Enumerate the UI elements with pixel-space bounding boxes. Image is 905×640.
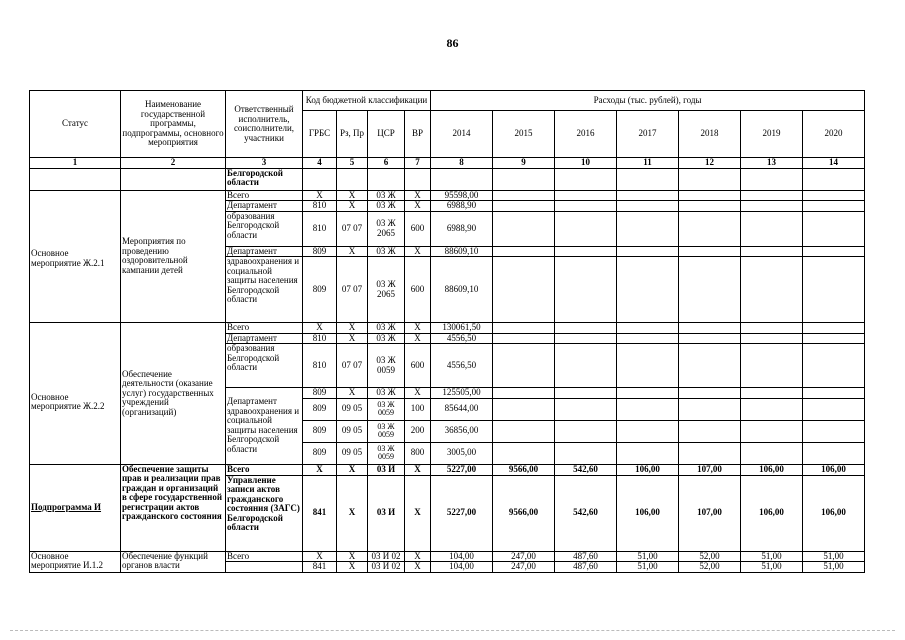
header-budget-code: Код бюджетной классификации <box>303 91 431 111</box>
row-value-2015: 247,00 <box>493 562 555 573</box>
row-grbs: 809 <box>303 442 337 464</box>
row-value-2014: 95598,00 <box>431 190 493 201</box>
row-value-2015: 9566,00 <box>493 464 555 475</box>
row-vr: Х <box>405 246 431 257</box>
row-value-2014: 85644,00 <box>431 398 493 420</box>
row-csr: 03 Ж 2065 <box>368 257 405 323</box>
row-value-2017: 106,00 <box>617 464 679 475</box>
row-grbs: Х <box>303 323 337 334</box>
header-csr: ЦСР <box>368 111 405 158</box>
row-csr: 03 И <box>368 475 405 551</box>
row-value-2018: 52,00 <box>679 551 741 562</box>
row-executor: Всего <box>226 551 303 562</box>
row-value-2016: 542,60 <box>555 464 617 475</box>
row-value-2014: 3005,00 <box>431 442 493 464</box>
row-executor: здравоохранения и социальной защиты населения Белгородской области <box>226 257 303 323</box>
page-edge-line <box>10 630 895 631</box>
row-csr: 03 И <box>368 464 405 475</box>
row-rzpr: Х <box>337 190 368 201</box>
table-row <box>30 551 865 562</box>
row-value-2019: 51,00 <box>741 551 803 562</box>
row-value-2017: 51,00 <box>617 551 679 562</box>
column-number: 8 <box>431 158 493 169</box>
row-value-2014: 104,00 <box>431 551 493 562</box>
row-vr: Х <box>405 562 431 573</box>
row-vr: 200 <box>405 420 431 442</box>
row-executor: Управление записи актов гражданского состояния (ЗАГС) Белгородской области <box>226 475 303 551</box>
row-rzpr: Х <box>337 562 368 573</box>
row-value-2014: 5227,00 <box>431 475 493 551</box>
row-value-2014: 36856,00 <box>431 420 493 442</box>
row-csr: 03 Ж <box>368 333 405 344</box>
header-grbs: ГРБС <box>303 111 337 158</box>
row-value-2016: 487,60 <box>555 551 617 562</box>
row-executor: образования Белгородской области <box>226 211 303 246</box>
row-rzpr: 07 07 <box>337 211 368 246</box>
row-grbs: 810 <box>303 211 337 246</box>
row-name: Мероприятия по проведению оздоровительной кампании детей <box>121 190 226 323</box>
header-executor: Ответственный исполнитель, соисполнители, участники <box>226 91 303 158</box>
header-name: Наименование государственной программы, подпрограммы, основного мероприятия <box>121 91 226 158</box>
header-year: 2017 <box>617 111 679 158</box>
row-value-2014: 6988,90 <box>431 201 493 212</box>
row-value-2014: 6988,90 <box>431 211 493 246</box>
row-grbs: 809 <box>303 420 337 442</box>
row-csr: 03 Ж <box>368 201 405 212</box>
row-value-2019: 106,00 <box>741 464 803 475</box>
row-vr: Х <box>405 190 431 201</box>
row-rzpr: Х <box>337 246 368 257</box>
column-number: 5 <box>337 158 368 169</box>
row-rzpr: Х <box>337 551 368 562</box>
row-grbs: 810 <box>303 344 337 388</box>
row-value-2019: 106,00 <box>741 475 803 551</box>
header-year: 2014 <box>431 111 493 158</box>
row-grbs: 809 <box>303 398 337 420</box>
row-vr: Х <box>405 201 431 212</box>
row-vr: 600 <box>405 344 431 388</box>
row-value-2018: 107,00 <box>679 475 741 551</box>
row-vr: Х <box>405 551 431 562</box>
row-value-2015: 9566,00 <box>493 475 555 551</box>
header-year: 2016 <box>555 111 617 158</box>
row-grbs: Х <box>303 190 337 201</box>
row-vr: Х <box>405 388 431 399</box>
page-number: 86 <box>446 36 459 50</box>
row-vr: 100 <box>405 398 431 420</box>
header-rzpr: Рз, Пр <box>337 111 368 158</box>
row-vr: 800 <box>405 442 431 464</box>
row-grbs: 809 <box>303 257 337 323</box>
header-year: 2015 <box>493 111 555 158</box>
header-status: Статус <box>30 91 121 158</box>
continuation-row <box>30 168 865 190</box>
row-grbs: 810 <box>303 333 337 344</box>
header-row <box>30 91 865 111</box>
row-vr: Х <box>405 333 431 344</box>
row-csr: 03 Ж <box>368 246 405 257</box>
row-value-2020: 106,00 <box>803 475 865 551</box>
row-csr: 03 Ж <box>368 190 405 201</box>
row-grbs: Х <box>303 464 337 475</box>
row-csr: 03 И 02 <box>368 551 405 562</box>
header-expenses: Расходы (тыс. рублей), годы <box>431 91 865 111</box>
table-row <box>30 323 865 334</box>
row-value-2017: 51,00 <box>617 562 679 573</box>
row-executor: Департамент здравоохранения и социальной защиты населения Белгородской области <box>226 388 303 465</box>
row-rzpr: 07 07 <box>337 344 368 388</box>
row-executor: Всего <box>226 190 303 201</box>
row-grbs: 810 <box>303 201 337 212</box>
row-value-2014: 125505,00 <box>431 388 493 399</box>
row-status: Подпрограмма И <box>30 464 121 551</box>
row-csr: 03 Ж 0059 <box>368 344 405 388</box>
row-value-2018: 52,00 <box>679 562 741 573</box>
row-value-2014: 5227,00 <box>431 464 493 475</box>
row-value-2015: 247,00 <box>493 551 555 562</box>
table-row <box>30 464 865 475</box>
column-number-row <box>30 158 865 169</box>
row-executor: Департамент <box>226 333 303 344</box>
row-value-2020: 51,00 <box>803 562 865 573</box>
row-value-2016: 542,60 <box>555 475 617 551</box>
row-rzpr: Х <box>337 464 368 475</box>
row-name: Обеспечение функций органов власти <box>121 551 226 572</box>
row-csr: 03 Ж 0059 <box>368 420 405 442</box>
row-name: Обеспечение защиты прав и реализации прав граждан и организаций в сфере государственной регистрации актов гражданского состояния <box>121 464 226 551</box>
column-number: 14 <box>803 158 865 169</box>
row-vr: 600 <box>405 257 431 323</box>
row-rzpr: Х <box>337 388 368 399</box>
column-number: 9 <box>493 158 555 169</box>
row-csr: 03 Ж 0059 <box>368 442 405 464</box>
row-grbs: 841 <box>303 562 337 573</box>
column-number: 3 <box>226 158 303 169</box>
row-grbs: 841 <box>303 475 337 551</box>
row-value-2014: 130061,50 <box>431 323 493 334</box>
row-csr: 03 Ж 0059 <box>368 398 405 420</box>
row-rzpr: 09 05 <box>337 420 368 442</box>
row-rzpr: Х <box>337 475 368 551</box>
header-year: 2018 <box>679 111 741 158</box>
header-vr: ВР <box>405 111 431 158</box>
row-value-2014: 4556,50 <box>431 333 493 344</box>
column-number: 6 <box>368 158 405 169</box>
row-executor: Департамент <box>226 246 303 257</box>
row-value-2014: 88609,10 <box>431 257 493 323</box>
row-value-2014: 4556,50 <box>431 344 493 388</box>
continuation-executor: Белгородской области <box>226 168 303 190</box>
column-number: 7 <box>405 158 431 169</box>
row-grbs: Х <box>303 551 337 562</box>
row-value-2020: 106,00 <box>803 464 865 475</box>
row-vr: 600 <box>405 211 431 246</box>
row-executor <box>226 562 303 573</box>
column-number: 4 <box>303 158 337 169</box>
header-year: 2020 <box>803 111 865 158</box>
row-csr: 03 Ж 2065 <box>368 211 405 246</box>
column-number: 2 <box>121 158 226 169</box>
column-number: 10 <box>555 158 617 169</box>
row-grbs: 809 <box>303 246 337 257</box>
row-value-2020: 51,00 <box>803 551 865 562</box>
row-rzpr: 09 05 <box>337 398 368 420</box>
row-value-2014: 104,00 <box>431 562 493 573</box>
row-vr: Х <box>405 464 431 475</box>
row-rzpr: 07 07 <box>337 257 368 323</box>
column-number: 1 <box>30 158 121 169</box>
row-name: Обеспечение деятельности (оказание услуг) государственных учреждений (организаций) <box>121 323 226 465</box>
budget-table <box>29 90 865 573</box>
column-number: 12 <box>679 158 741 169</box>
header-year: 2019 <box>741 111 803 158</box>
row-value-2017: 106,00 <box>617 475 679 551</box>
row-executor: Всего <box>226 323 303 334</box>
row-rzpr: 09 05 <box>337 442 368 464</box>
row-executor: образования Белгородской области <box>226 344 303 388</box>
row-status: Основное мероприятие Ж.2.1 <box>30 190 121 323</box>
row-executor: Всего <box>226 464 303 475</box>
row-value-2016: 487,60 <box>555 562 617 573</box>
row-csr: 03 И 02 <box>368 562 405 573</box>
row-csr: 03 Ж <box>368 388 405 399</box>
row-executor: Департамент <box>226 201 303 212</box>
row-vr: Х <box>405 475 431 551</box>
row-value-2018: 107,00 <box>679 464 741 475</box>
column-number: 13 <box>741 158 803 169</box>
row-csr: 03 Ж <box>368 323 405 334</box>
row-status: Основное мероприятие И.1.2 <box>30 551 121 572</box>
row-status: Основное мероприятие Ж.2.2 <box>30 323 121 465</box>
row-value-2014: 88609,10 <box>431 246 493 257</box>
row-value-2019: 51,00 <box>741 562 803 573</box>
row-rzpr: Х <box>337 201 368 212</box>
column-number: 11 <box>617 158 679 169</box>
row-vr: Х <box>405 323 431 334</box>
row-grbs: 809 <box>303 388 337 399</box>
table-row <box>30 190 865 201</box>
row-rzpr: Х <box>337 333 368 344</box>
row-rzpr: Х <box>337 323 368 334</box>
